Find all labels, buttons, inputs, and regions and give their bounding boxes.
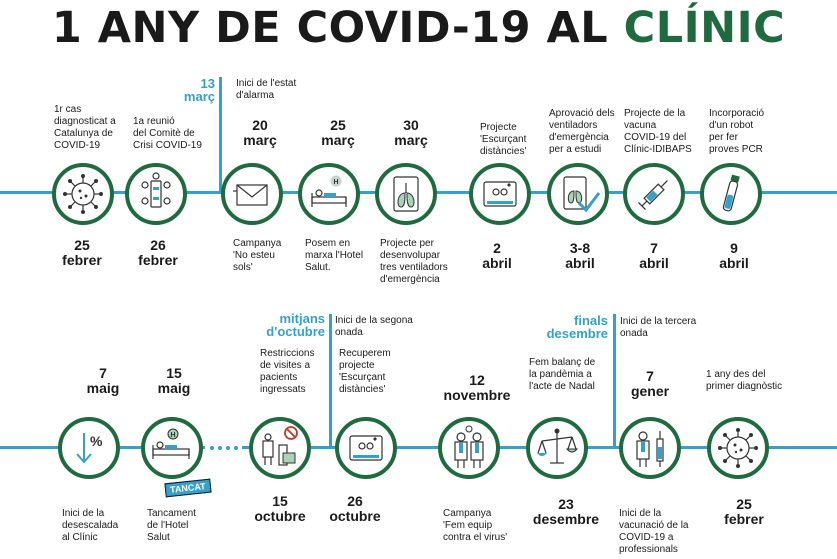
row2-event-date-4: 26 octubre: [329, 493, 381, 524]
doctor-vaccine-icon: [623, 421, 677, 475]
phase-text-3: Inici de la tercera onada: [620, 316, 697, 339]
timeline-dot: [226, 446, 230, 450]
event-node-ventilators-project: [375, 163, 437, 225]
row2-event-date-2: 15 maig: [157, 365, 191, 396]
event-node-covid-first-case: [52, 163, 114, 225]
event-date-1: 25 febrer: [62, 237, 102, 268]
no-visits-icon: [253, 421, 307, 475]
doctors-team-icon: [442, 421, 496, 475]
event-date-5: 30 març: [394, 117, 428, 148]
event-text-1: 1r cas diagnosticat a Catalunya de COVID-19: [54, 104, 116, 151]
svg-text:%: %: [90, 433, 103, 449]
row2-event-text-1: Inici de la desescalada al Clínic: [62, 508, 119, 543]
hotel-bed-icon: [302, 167, 356, 221]
tablet-video-icon: [473, 167, 527, 221]
event-node-escurcant-distancies-2: [335, 417, 397, 479]
phase-marker-2: [329, 314, 332, 447]
event-date-4: 25 març: [321, 117, 355, 148]
syringe-icon: [627, 167, 681, 221]
phase-date-2: mitjans d'octubre: [266, 311, 325, 339]
event-node-hotel-closed: [141, 417, 203, 479]
row2-event-text-4: Recuperem projecte 'Escurçant distàncies': [339, 348, 391, 395]
ventilator-check-icon: [551, 167, 605, 221]
event-text-6: Projecte 'Escurçant distàncies': [480, 122, 527, 157]
event-node-visit-restrictions: [249, 417, 311, 479]
row2-event-date-1: 7 maig: [86, 365, 120, 396]
phase-text-2: Inici de la segona onada: [335, 315, 413, 338]
row2-event-text-5: Campanya 'Fem equip contra el virus': [443, 508, 508, 543]
phase-date-1: 13 març: [183, 76, 215, 104]
event-node-vaccine-project: [623, 163, 685, 225]
event-text-3: Campanya 'No esteu sols': [233, 238, 282, 273]
event-node-crisis-committee: [125, 163, 187, 225]
event-node-escurcant-distancies: [469, 163, 531, 225]
event-text-7: Aprovació dels ventiladors d'emergència per a estudi: [549, 108, 615, 155]
event-date-8: 7 abril: [639, 240, 669, 271]
hotel-closed-icon: [145, 421, 199, 475]
test-tube-icon: [704, 167, 758, 221]
row2-event-date-3: 15 octubre: [254, 493, 306, 524]
event-node-christmas-balance: [526, 417, 588, 479]
timeline-dot: [234, 446, 238, 450]
row2-event-date-7: 7 gener: [630, 368, 670, 399]
closed-badge: TANCAT: [164, 479, 211, 498]
page-title: [0, 4, 837, 52]
timeline-dot: [218, 446, 222, 450]
envelope-icon: [225, 167, 279, 221]
event-date-2: 26 febrer: [138, 237, 178, 268]
event-date-6: 2 abril: [482, 240, 512, 271]
event-text-9: Incorporació d'un robot per fer proves PCR: [709, 108, 765, 155]
timeline-dot: [210, 446, 214, 450]
event-node-vaccination-start: [619, 417, 681, 479]
scale-icon: [530, 421, 584, 475]
event-node-pcr-robot: [700, 163, 762, 225]
event-text-5: Projecte per desenvolupar tres ventiladors d'emergència: [380, 238, 448, 285]
row2-event-date-6: 23 desembre: [532, 496, 600, 527]
svg-text:H: H: [170, 432, 176, 439]
event-node-no-esteu-sols: [221, 163, 283, 225]
row2-event-date-5: 12 novembre: [443, 372, 511, 403]
virus-icon: [56, 167, 110, 221]
event-node-deescalation: [58, 417, 120, 479]
row2-event-text-3: Restriccions de visites a pacients ingressats: [260, 348, 315, 395]
svg-text:H: H: [333, 179, 339, 186]
event-text-4: Posem en marxa l'Hotel Salut.: [305, 238, 364, 273]
event-date-3: 20 març: [243, 117, 277, 148]
row2-event-text-7: Inici de la vacunació de la COVID-19 a professionals: [619, 508, 689, 555]
phase-text-1: Inici de l'estat d'alarma: [236, 78, 297, 101]
percent-down-icon: [62, 421, 116, 475]
phase-date-3: finals desembre: [546, 313, 608, 341]
row2-event-text-6: Fem balanç de la pandèmia a l'acte de Nadal: [529, 357, 596, 392]
virus-icon: [711, 421, 765, 475]
event-node-one-year: [707, 417, 769, 479]
event-date-9: 9 abril: [719, 240, 749, 271]
event-node-team-campaign: [438, 417, 500, 479]
event-text-8: Projecte de la vacuna COVID-19 del Clínic-IDIBAPS: [624, 108, 692, 155]
event-node-ventilators-approval: [547, 163, 609, 225]
event-node-hotel-salut: [298, 163, 360, 225]
row2-event-text-2: Tancament de l'Hotel Salut: [147, 508, 196, 543]
event-text-2: 1a reunió del Comitè de Crisi COVID-19: [133, 116, 202, 151]
event-date-7: 3-8 abril: [565, 240, 595, 271]
row2-event-text-8: 1 any des del primer diagnòstic: [706, 369, 783, 392]
ventilator-lungs-icon: [379, 167, 433, 221]
title-highlight: CLÍNIC: [623, 3, 786, 53]
row2-event-date-8: 25 febrer: [724, 496, 764, 527]
tablet-video-icon: [339, 421, 393, 475]
title-text: 1 ANY DE COVID-19 AL: [51, 3, 624, 53]
meeting-icon: [129, 167, 183, 221]
